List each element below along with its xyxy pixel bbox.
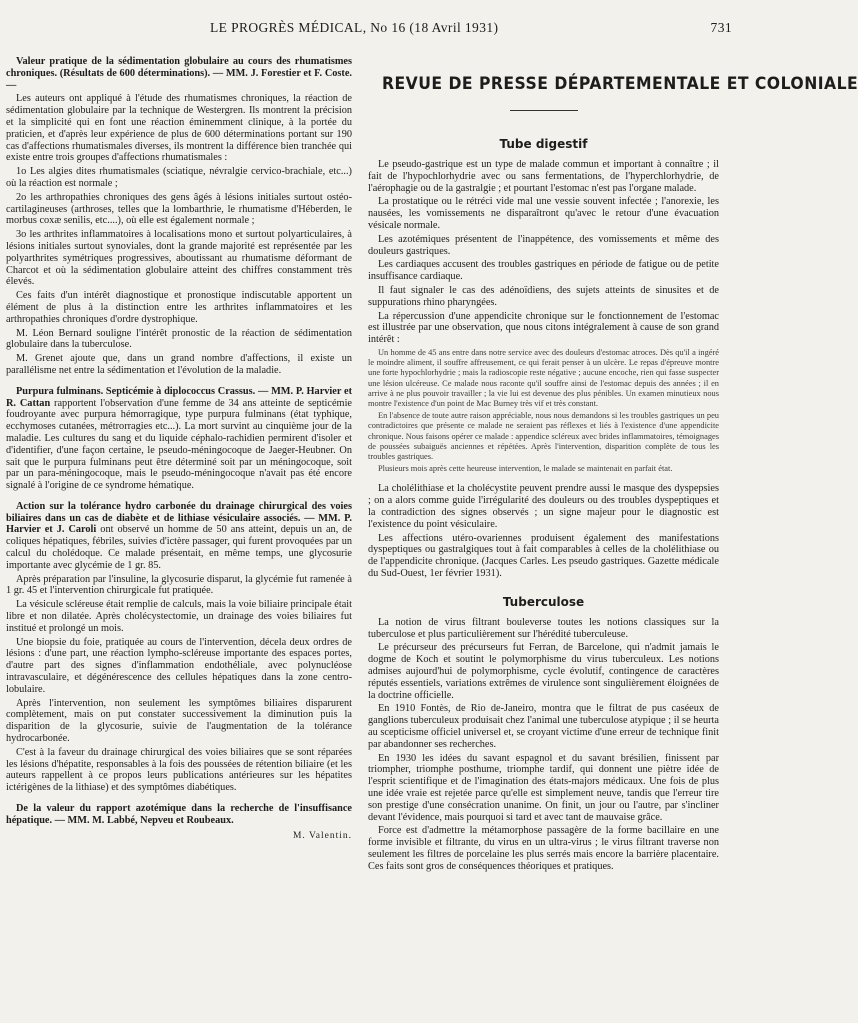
tube-digestif-para-1: Le pseudo-gastrique est un type de malade commun et important à connaître ; il fait de l'hypochlorhydrie avec ou sans fermentations, de l'hyperchlorhydrie, de l'aérophagie ou de la gastralgie ; et pourtant l'estomac n'est pas l'organe malade.: [368, 159, 719, 194]
tuberculose-para-3: En 1910 Fontès, de Rio de-Janeiro, montra que le filtrat de pus caséeux de ganglions tuberculeux produisait chez l'animal une tuberculose atypique ; il se heurta au scepticisme officiel universel et, se croyant victime d'une erreur de technique finit par abandonner ses recherches.: [368, 703, 719, 750]
case-observation-1: Un homme de 45 ans entre dans notre service avec des douleurs d'estomac atroces. Dès qu'il a ingéré le moindre aliment, il souffre affreusement, ce qui ferait penser à un ulcère. Le repas d'épreuve montre une forte hypochlorhydrie ; mais la radioscopie reste négative ; aucune encoche, rien qui fasse suspecter une lésion ulcéreuse. Ce malade nous raconte qu'il souffre ainsi de l'estomac depuis des années ; il en arrive à ne plus pouvoir travailler ; la vie lui est devenue des plus pénibles. Un examen minutieux nous montre l'existence d'un point de Mac Burney très vif et très constant.: [368, 347, 719, 408]
tube-digestif-para-3: Les azotémiques présentent de l'inappétence, des vomissements et même des douleurs gastriques.: [368, 233, 719, 257]
article-3-para-2: Après préparation par l'insuline, la glycosurie disparut, la glycémie fut ramenée à 1 gr. 45 et l'intervention chirurgicale fut pratiquée.: [6, 573, 352, 597]
article-1-para-5: Ces faits d'un intérêt diagnostique et pronostique indiscutable apportent un élément de plus à la distinction entre les arthrites inflammatoires et les arthropathies chroniques d'ordre dystrophique.: [6, 290, 352, 325]
running-header: [0, 20, 800, 40]
article-3-para-6: C'est à la faveur du drainage chirurgical des voies biliaires que se sont réparées les lésions d'hépatite, responsables à la fois des poussées de rétention biliaire (et les auteurs rappellent à ce propos leurs publications antérieures sur les hépatites ictérigènes de la lithiase) et des symptômes diabétiques.: [6, 746, 352, 794]
article-2: [6, 386, 352, 492]
left-column: [6, 56, 352, 1016]
article-1-title: Valeur pratique de la sédimentation globulaire au cours des rhumatismes chroniques. (Résultats de 600 déterminations). — MM. J. Forestier et F. Coste. —: [6, 56, 352, 91]
tuberculose-para-2: Le précurseur des précurseurs fut Ferran, de Barcelone, qui n'admit jamais le dogme de Koch et soutint le polymorphisme du virus tuberculeux. Les notions admises aujourd'hui de polymorphisme, cycle évolutif, contingence de caractères réputés essentiels, variations extrêmes de virulence sont singulièrement éloignées de la doctrine officielle.: [368, 642, 719, 701]
section-heading-tuberculose: Tuberculose: [502, 594, 585, 609]
tube-digestif-para-7: La cholélithiase et la cholécystite peuvent prendre aussi le masque des dyspepsies ; on a alors comme guide l'irrégularité des douleurs ou des troubles dyspeptiques et la contradiction des signes observés ; un signe majeur pour le diagnostic est l'existence du point vésiculaire.: [368, 483, 719, 530]
journal-title: LE PROGRÈS MÉDICAL, No 16 (18 Avril 1931): [210, 20, 499, 35]
section-heading-tube-digestif: Tube digestif: [499, 137, 588, 151]
tuberculose-para-1: La notion de virus filtrant bouleverse toutes les notions classiques sur la tuberculose et plus particulièrement sur l'hérédité tuberculeuse.: [368, 616, 719, 640]
case-observation-3: Plusieurs mois après cette heureuse intervention, le malade se maintenait en parfait état.: [378, 464, 673, 474]
right-column: [368, 56, 858, 1016]
tube-digestif-para-6: La répercussion d'une appendicite chronique sur le fonctionnement de l'estomac est illustrée par une observation, que nous citons intégralement à cause de son grand intérêt :: [368, 310, 719, 346]
title-rule: [510, 110, 578, 111]
article-1-para-6: M. Léon Bernard souligne l'intérêt pronostic de la réaction de sédimentation globulaire dans la tuberculose.: [6, 327, 352, 351]
tuberculose-para-4: En 1930 les idées du savant espagnol et du savant brésilien, finissent par triompher, triomphe posthume, triomphe tardif, qui donnent une piètre idée de l'esprit scientifique et de l'imagination des états-majors médicaux. Une fois de plus une idée vraie est rejetée parce qu'elle est simplement neuve, tandis que l'erreur tire son prestige d'une consécration unanime. On finit, un jour ou l'autre, par s'incliner devant l'évidence, mais pourquoi si tard et avec tant de mauvaise grâce.: [368, 752, 719, 823]
article-3-para-5: Après l'intervention, non seulement les symptômes biliaires disparurent complètement, mais on put constater successivement la diminution puis la disparition de la glycosurie, suivie de l'augmentation de la tolérance hydrocarbonée.: [6, 697, 352, 745]
article-2-title: Purpura fulminans. Septicémie à diplococcus Crassus. — MM. P. Harvier et R. Cattan: [6, 385, 352, 409]
article-1-para-2: 1o Les algies dites rhumatismales (sciatique, névralgie cervico-brachiale, etc...) où la réaction est normale ;: [6, 166, 352, 189]
tube-digestif-para-2: La prostatique ou le rétréci vide mal une vessie souvent infectée ; l'anorexie, les nausées, les vomissements ne disparaîtront qu'avec le retour d'une évacuation vésicale normale.: [368, 196, 719, 231]
page-number: 731: [710, 20, 732, 35]
author-signature: M. Valentin.: [292, 830, 352, 841]
article-4-title: De la valeur du rapport azotémique dans la recherche de l'insuffisance hépatique. — MM. M. Labbé, Nepveu et Roubeaux.: [6, 803, 352, 826]
case-observation-2: En l'absence de toute autre raison appréciable, nous nous demandons si les troubles gastriques un peu contradictoires que présente ce malade ne seraient pas réflexes et liés à l'existence d'une appendicite chronique. Nous faisons opérer ce malade : appendice scléreux avec brides inflammatoires, témoignages de poussées subaiguës anciennes et répétées. Après l'intervention, disparition complète de tous les troubles gastriques.: [368, 411, 719, 461]
tuberculose-para-5: Force est d'admettre la métamorphose passagère de la forme bacillaire en une forme invisible et filtrante, du virus en un ultra-virus ; le virus filtrant traverse non seulement les filtres de porcelaine les plus serrés mais encore la barrière placentaire. Ces faits sont gros de conséquences théoriques et pratiques.: [368, 825, 719, 872]
article-2-body: rapportent l'observation d'une femme de 34 ans atteinte de septicémie foudroyante avec purpura hémorragique, type purpura fulminans (état typhique, ecchymoses cutanées, métrorragies etc...). La mort survint au cinquième jour de la maladie. Les cultures du sang et du liquide céphalo-rachidien permirent d'isoler et d'identifier, d'une façon certaine, le pseudo-méningocoque de Jaeger-Heubner. On sait que le purpura fulminans peut être déterminé soit par un méningocoque, soit par un para-méningocoque, mais le pseudo-méningocoque n'avait pas été encore signalé à l'origine de ce syndrome hématique.: [6, 397, 353, 492]
article-1-para-7: M. Grenet ajoute que, dans un grand nombre d'affections, il existe un parallélisme net entre la sédimentation et l'évolution de la maladie.: [6, 353, 352, 376]
article-1-para-1: Les auteurs ont appliqué à l'étude des rhumatismes chroniques, la réaction de sédimentation globulaire par la technique de Westergren. Ils montrent la précision et la simplicité qui en font une réaction éminemment clinique, à la portée du praticien, et d'après leur expérience de plus de 600 déterminations portant sur 190 cas d'affections rhumatismales diverses, ils montrent la différence bien tranchée qui existe entre trois groupes d'affections rhumatismales :: [6, 93, 352, 164]
article-3-title: Action sur la tolérance hydro carbonée du drainage chirurgical des voies biliaires dans un cas de diabète et de lithiase vésiculaire associés. — MM. P. Harvier et J. Caroli: [6, 500, 352, 536]
tube-digestif-para-8: Les affections utéro-ovariennes produisent également des manifestations dyspeptiques ou gastralgiques tout à fait comparables à celles de la cholélithiase ou de l'appendicite chronique. (Jacques Carles. Les pseudo gastriques. Gazette médicale du Sud-Ouest, 1er février 1931).: [368, 532, 719, 579]
tube-digestif-para-5: Il faut signaler le cas des adénoïdiens, des sujets atteints de sinusites et de suppurations rhino pharyngées.: [368, 284, 719, 308]
article-3-body: ont observé un homme de 50 ans atteint, depuis un an, de coliques hépatiques, fébriles, suivies d'ictère passager, qui furent provoquées par un calcul du cholédoque. Ce malade présentait, en même temps, une glycosurie importante avec glycémie de 1 gr. 85.: [6, 524, 352, 571]
revue-title: REVUE DE PRESSE DÉPARTEMENTALE ET COLONIALE: [382, 74, 858, 94]
tube-digestif-para-4: Les cardiaques accusent des troubles gastriques en période de fatigue ou de petite insuffisance cardiaque.: [368, 259, 719, 283]
article-1-para-4: 3o les arthrites inflammatoires à localisations mono et surtout polyarticulaires, à lésions initiales surtout synoviales, dont la grande majorité est représentée par les polyarthrites symétriques progressives, aboutissant au rhumatisme déformant de Charcot et où la sédimentation globulaire atteint des chiffres constamment très élevés.: [6, 229, 352, 288]
article-3-para-4: Une biopsie du foie, pratiquée au cours de l'intervention, décela deux ordres de lésions : d'une part, une réaction lympho-scléreuse importante des espaces portes, d'autre part des signes d'inflammation endothéliale, avec polynucléose intravasculaire, et dégénérescence des cellules hépatiques dans la zone centro-lobulaire.: [6, 636, 352, 695]
article-1-para-3: 2o les arthropathies chroniques des gens âgés à lésions initiales surtout ostéo-cartilagineuses (arthroses, telles que la lombarthrie, le rhumatisme d'Héberden, le morbus coxæ senilis, etc....), où elle est également normale ;: [6, 191, 352, 227]
article-3: [6, 501, 352, 572]
article-3-para-3: La vésicule scléreuse était remplie de calculs, mais la voie biliaire principale était libre et non dilatée. Après cholécystectomie, un drainage des voies biliaires fut institué et prolongé un mois.: [6, 599, 352, 634]
